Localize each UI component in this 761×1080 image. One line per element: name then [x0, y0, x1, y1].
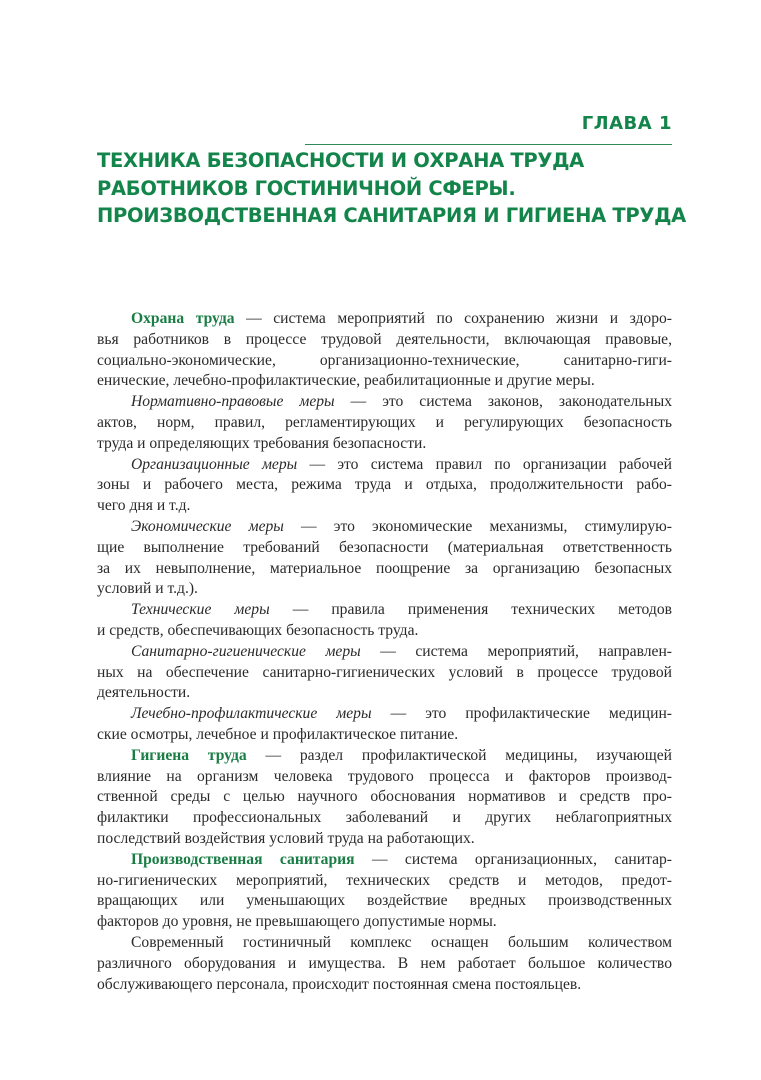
line-text: ных на обеспечение санитарно-гигиенических условий в процессе трудовой [97, 663, 672, 681]
text-line [97, 663, 672, 684]
paragraph [97, 600, 672, 642]
line-text: актов, норм, правил, регламентирующих и регулирующих безопасность [97, 413, 672, 431]
text-line [97, 330, 672, 351]
text-line [97, 621, 672, 642]
paragraph [97, 933, 672, 995]
text-line [97, 642, 672, 663]
line-text: — это система правил по организации рабочей [297, 455, 672, 473]
text-line [97, 309, 672, 330]
paragraph [97, 704, 672, 746]
line-text: — раздел профилактической медицины, изучающей [246, 746, 673, 764]
line-text: — система мероприятий по сохранению жизни и здоро- [234, 310, 672, 327]
paragraph [97, 642, 672, 704]
text-line [97, 975, 672, 996]
defined-term: Технические меры [131, 601, 270, 619]
line-text: — система организационных, санитар- [354, 850, 672, 868]
line-text: филактики профессиональных заболеваний и других неблагоприятных [97, 809, 672, 827]
defined-term: Производственная санитария [131, 850, 355, 868]
line-text: факторов до уровня, не превышающего допустимые нормы. [97, 913, 497, 931]
line-text: за их невыполнение, материальное поощрение за организацию безопасных [97, 559, 672, 577]
text-line [97, 808, 672, 829]
line-text: — система мероприятий, направлен- [360, 642, 672, 660]
line-text: последствий воздействия условий труда на работающих. [97, 829, 475, 847]
paragraph [97, 850, 672, 933]
text-line [97, 434, 672, 455]
defined-term: Организационные меры [131, 455, 298, 473]
body-text [97, 309, 672, 995]
line-text: но-гигиенических мероприятий, технических средств и методов, предот- [97, 871, 672, 889]
text-line [97, 746, 672, 767]
text-line [97, 538, 672, 559]
title-line: ПРОИЗВОДСТВЕННАЯ САНИТАРИЯ И ГИГИЕНА ТРУДА [97, 204, 686, 227]
line-text: — это экономические механизмы, стимулирую- [283, 517, 672, 535]
text-line [97, 351, 672, 372]
line-text: деятельности. [97, 684, 191, 702]
text-line [97, 496, 672, 517]
line-text: социально-экономические, организационно-технические, санитарно-гиги- [97, 351, 672, 369]
text-line [97, 579, 672, 600]
text-line [97, 413, 672, 434]
paragraph [97, 455, 672, 517]
text-line [97, 704, 672, 725]
line-text: вья работников в процессе трудовой деятельности, включающая правовые, [97, 330, 672, 348]
text-line [97, 933, 672, 954]
line-text: ственной среды с целью научного обоснования нормативов и средств про- [97, 788, 672, 806]
chapter-divider [305, 144, 672, 145]
text-line [97, 392, 672, 413]
line-text: — это система законов, законодательных [334, 393, 672, 411]
text-line [97, 475, 672, 496]
defined-term: Гигиена труда [131, 746, 247, 764]
paragraph [97, 309, 672, 392]
line-text: Современный гостиничный комплекс оснащен большим количеством [131, 933, 672, 951]
line-text: различного оборудования и имущества. В нем работает большое количество [97, 954, 672, 972]
line-text: обслуживающего персонала, происходит постоянная смена постояльцев. [97, 975, 582, 993]
paragraph [97, 517, 672, 600]
line-text: влияние на организм человека трудового процесса и факторов производ- [97, 767, 672, 785]
line-text: енические, лечебно-профилактические, реабилитационные и другие меры. [97, 372, 595, 390]
line-text: — правила применения технических методов [269, 601, 672, 619]
text-line [97, 891, 672, 912]
text-line [97, 850, 672, 871]
defined-term: Охрана труда [131, 310, 235, 327]
line-text: вращающих или уменьшающих воздействие вредных производственных [97, 892, 672, 910]
defined-term: Экономические меры [131, 517, 284, 535]
text-line [97, 954, 672, 975]
defined-term: Лечебно-профилактические меры [131, 705, 372, 723]
line-text: условий и т.д.). [97, 580, 198, 598]
text-line [97, 559, 672, 580]
defined-term: Санитарно-гигиенические меры [131, 642, 361, 660]
paragraph [97, 392, 672, 454]
text-line [97, 371, 672, 392]
text-line [97, 912, 672, 933]
text-line [97, 725, 672, 746]
line-text: ские осмотры, лечебное и профилактическое питание. [97, 725, 459, 743]
text-line [97, 683, 672, 704]
text-line [97, 829, 672, 850]
text-line [97, 455, 672, 476]
chapter-label: ГЛАВА 1 [581, 113, 672, 134]
line-text: — это профилактические медицин- [371, 705, 672, 723]
paragraph [97, 746, 672, 850]
text-line [97, 767, 672, 788]
chapter-title [97, 147, 686, 230]
line-text: труда и определяющих требования безопасности. [97, 434, 427, 452]
text-line [97, 871, 672, 892]
line-text: зоны и рабочего места, режима труда и отдыха, продолжительности рабо- [97, 476, 672, 494]
line-text: и средств, обеспечивающих безопасность труда. [97, 621, 419, 639]
line-text: щие выполнение требований безопасности (материальная ответственность [97, 538, 672, 556]
text-line [97, 787, 672, 808]
defined-term: Нормативно-правовые меры [131, 393, 335, 411]
line-text: чего дня и т.д. [97, 497, 191, 515]
text-line [97, 600, 672, 621]
title-line: ТЕХНИКА БЕЗОПАСНОСТИ И ОХРАНА ТРУДА [97, 149, 584, 172]
title-line: РАБОТНИКОВ ГОСТИНИЧНОЙ СФЕРЫ. [97, 176, 516, 200]
text-line [97, 517, 672, 538]
